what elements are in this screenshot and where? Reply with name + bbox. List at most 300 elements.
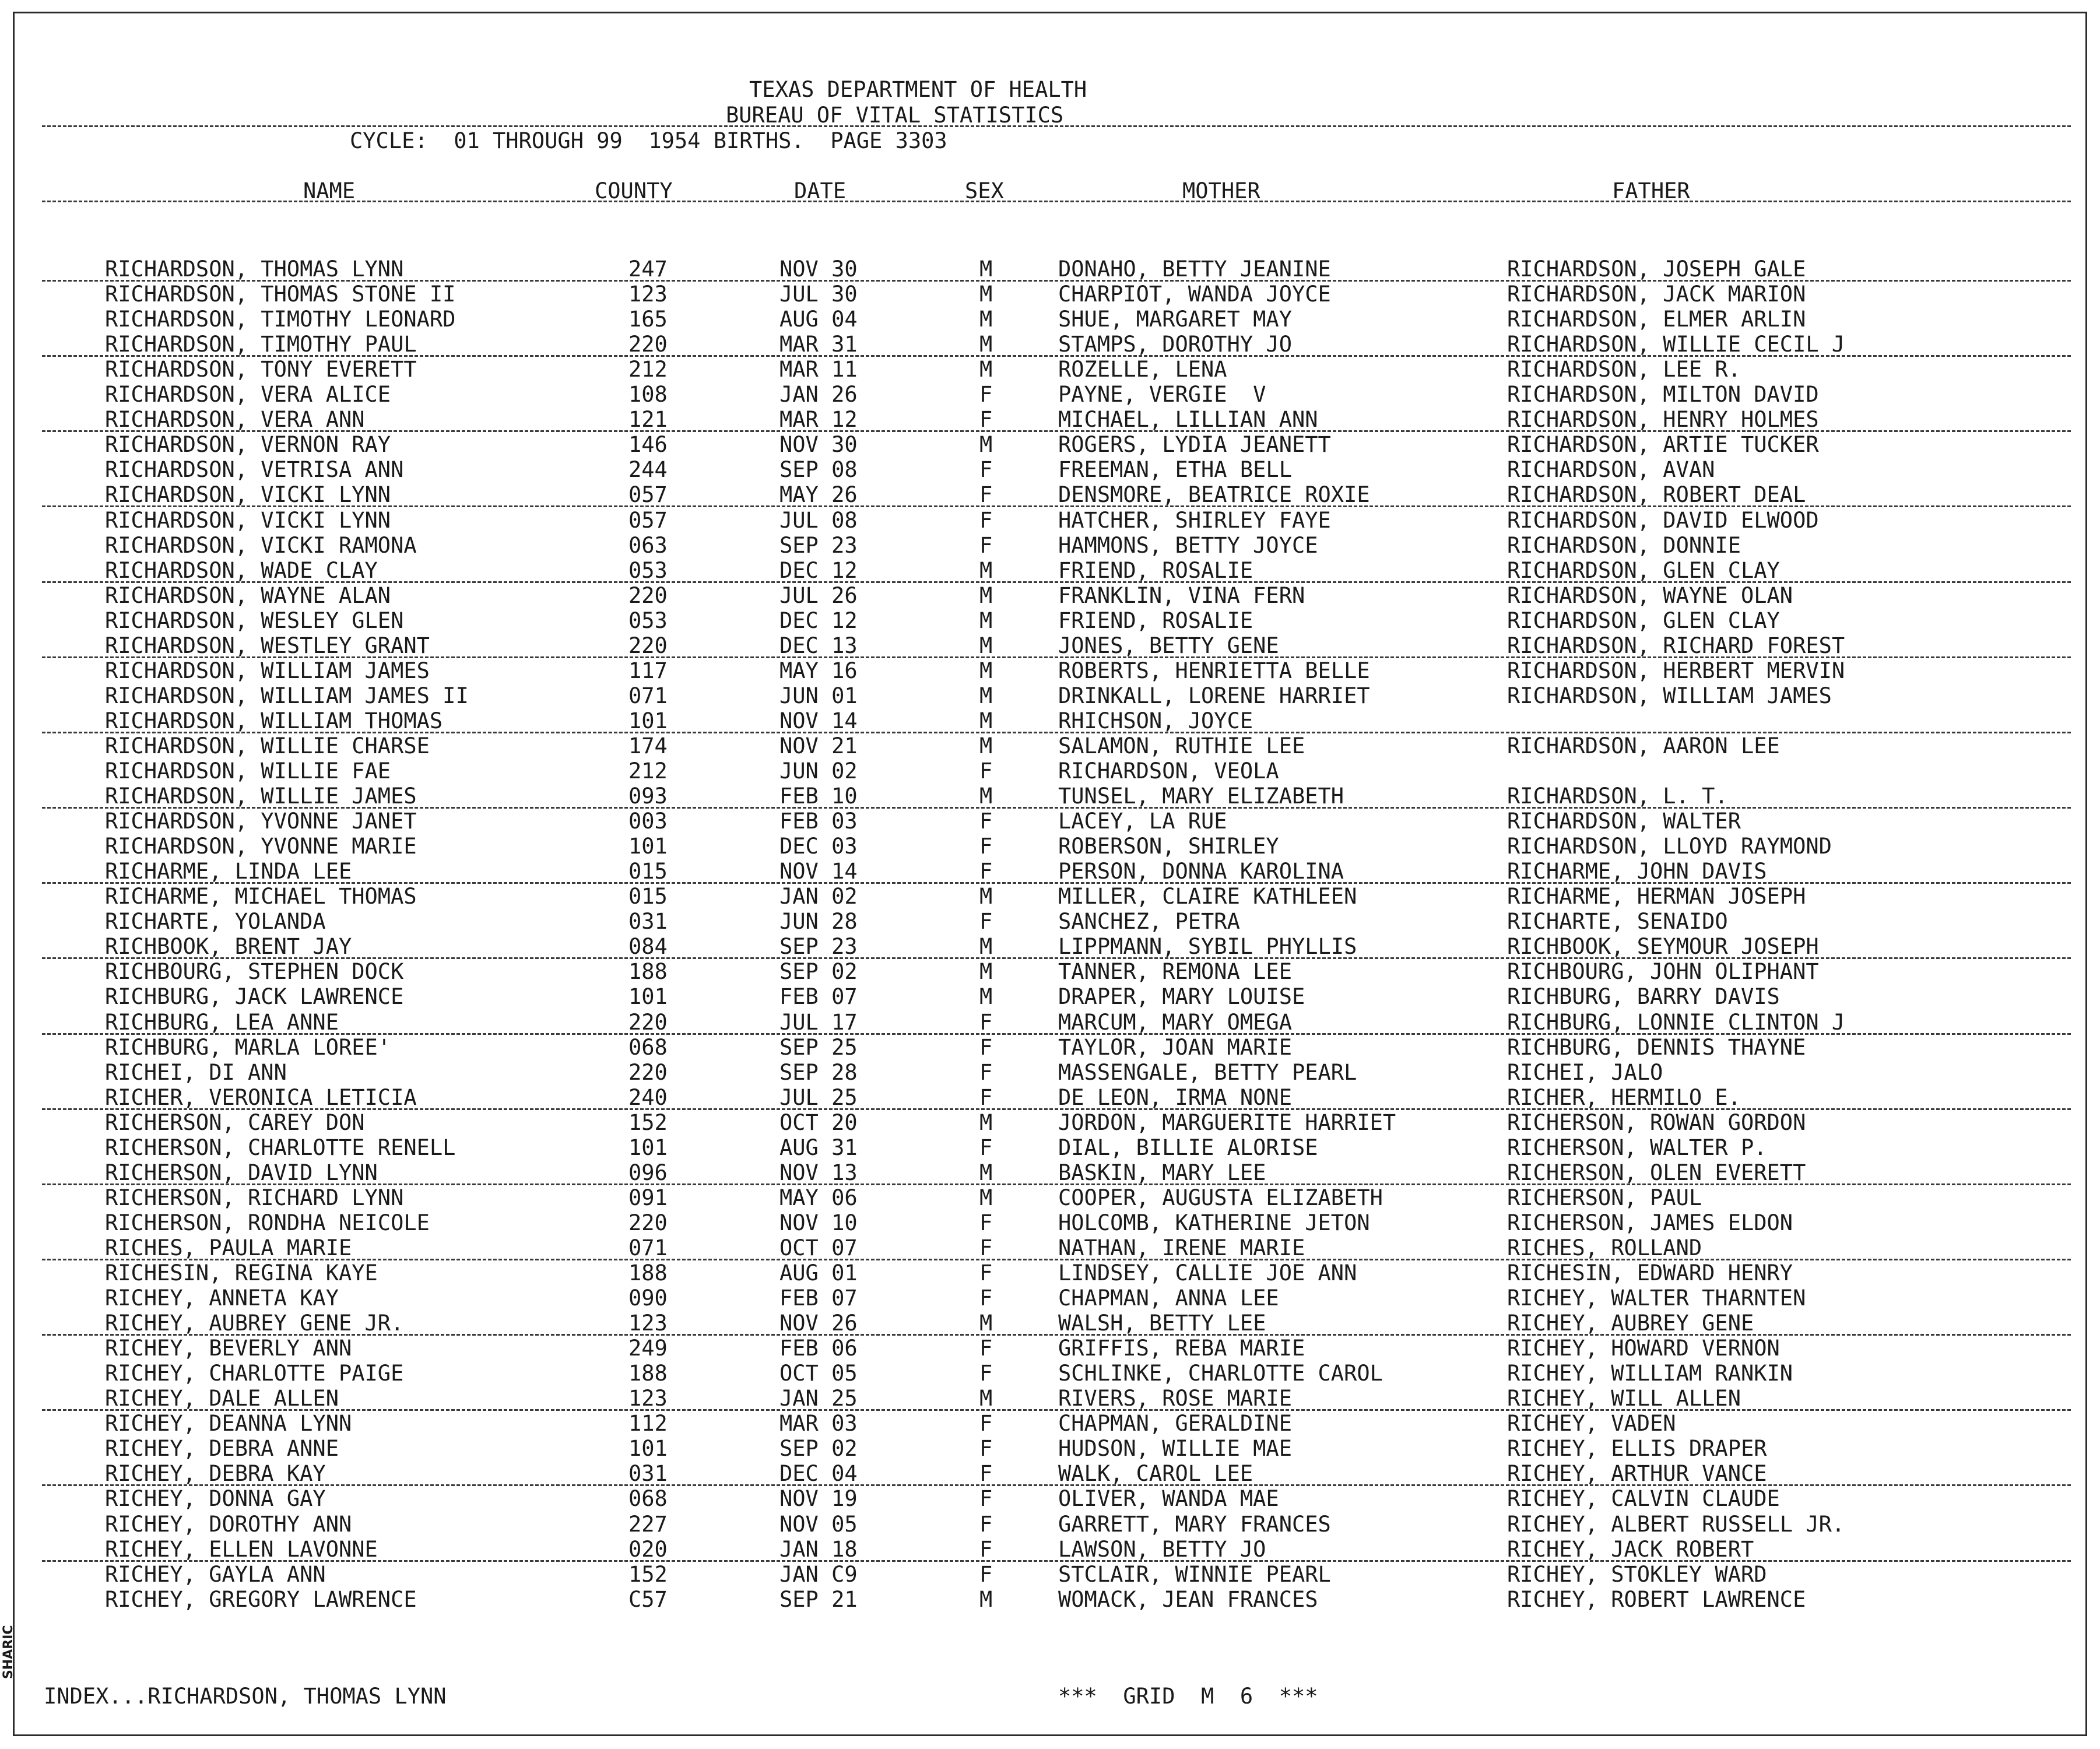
row-mother: TANNER, REMONA LEE: [1058, 959, 1292, 984]
row-mother: BASKIN, MARY LEE: [1058, 1160, 1266, 1185]
row-mother: MICHAEL, LILLIAN ANN: [1058, 407, 1318, 432]
row-mother: ROGERS, LYDIA JEANETT: [1058, 432, 1331, 457]
row-mother: JONES, BETTY GENE: [1058, 633, 1279, 658]
row-sex: F: [979, 407, 993, 432]
row-father: RICHARDSON, ROBERT DEAL: [1507, 482, 1806, 507]
row-date: MAY 06: [779, 1185, 858, 1210]
row-separator: [42, 280, 2071, 282]
row-sex: F: [979, 1411, 993, 1436]
row-sex: M: [979, 558, 993, 583]
row-separator: [42, 882, 2071, 884]
row-separator: [42, 355, 2071, 357]
row-mother: CHAPMAN, GERALDINE: [1058, 1411, 1292, 1436]
row-county: 117: [628, 658, 668, 683]
row-date: NOV 14: [779, 859, 858, 884]
row-date: NOV 05: [779, 1512, 858, 1537]
row-father: RICHARDSON, DAVID ELWOOD: [1507, 508, 1819, 533]
row-mother: NATHAN, IRENE MARIE: [1058, 1235, 1305, 1260]
row-father: RICHERSON, OLEN EVERETT: [1507, 1160, 1806, 1185]
row-mother: CHARPIOT, WANDA JOYCE: [1058, 282, 1331, 307]
row-name: RICHARDSON, WESTLEY GRANT: [105, 633, 430, 658]
row-father: RICHERSON, WALTER P.: [1507, 1135, 1767, 1160]
column-header-name: NAME: [303, 178, 356, 203]
row-name: RICHEY, DEBRA ANNE: [105, 1436, 339, 1461]
row-date: NOV 26: [779, 1311, 858, 1336]
row-date: FEB 03: [779, 809, 858, 834]
row-father: RICHERSON, PAUL: [1507, 1185, 1702, 1210]
row-name: RICHEY, BEVERLY ANN: [105, 1336, 352, 1361]
row-county: 108: [628, 382, 668, 407]
row-county: 220: [628, 1010, 668, 1035]
row-county: 101: [628, 1436, 668, 1461]
row-sex: M: [979, 1185, 993, 1210]
row-father: RICHARTE, SENAIDO: [1507, 909, 1728, 934]
row-date: SEP 02: [779, 959, 858, 984]
row-name: RICHARDSON, TIMOTHY LEONARD: [105, 307, 456, 332]
row-name: RICHBURG, MARLA LOREE': [105, 1035, 391, 1060]
row-county: 020: [628, 1537, 668, 1562]
row-name: RICHEY, ELLEN LAVONNE: [105, 1537, 378, 1562]
row-mother: DRAPER, MARY LOUISE: [1058, 984, 1305, 1009]
row-sex: M: [979, 282, 993, 307]
row-father: RICHARDSON, JACK MARION: [1507, 282, 1806, 307]
row-date: AUG 31: [779, 1135, 858, 1160]
row-sex: F: [979, 809, 993, 834]
row-sex: M: [979, 733, 993, 758]
row-date: SEP 28: [779, 1060, 858, 1085]
row-name: RICHARDSON, VERA ANN: [105, 407, 365, 432]
row-county: 068: [628, 1035, 668, 1060]
row-mother: JORDON, MARGUERITE HARRIET: [1058, 1110, 1396, 1135]
row-date: JUL 25: [779, 1085, 858, 1110]
row-date: JAN 25: [779, 1386, 858, 1411]
column-header-divider: [42, 201, 2071, 202]
row-sex: F: [979, 1486, 993, 1511]
row-father: RICHBURG, LONNIE CLINTON J: [1507, 1010, 1845, 1035]
row-mother: SALAMON, RUTHIE LEE: [1058, 733, 1305, 758]
row-name: RICHERSON, RONDHA NEICOLE: [105, 1210, 430, 1235]
row-separator: [42, 1033, 2071, 1035]
row-father: RICHARDSON, LLOYD RAYMOND: [1507, 834, 1832, 859]
row-name: RICHARDSON, VERA ALICE: [105, 382, 391, 407]
row-date: JUL 30: [779, 282, 858, 307]
row-county: 123: [628, 1311, 668, 1336]
row-sex: F: [979, 758, 993, 784]
footer-grid: *** GRID M 6 ***: [1058, 1684, 1318, 1709]
row-county: 101: [628, 834, 668, 859]
agency-title: TEXAS DEPARTMENT OF HEALTH: [749, 77, 1087, 102]
row-separator: [42, 1108, 2071, 1110]
row-father: RICHEY, JACK ROBERT: [1507, 1537, 1754, 1562]
row-name: RICHARDSON, TIMOTHY PAUL: [105, 332, 417, 357]
row-separator: [42, 1409, 2071, 1411]
row-name: RICHARDSON, TONY EVERETT: [105, 357, 417, 382]
column-header-date: DATE: [794, 178, 847, 203]
row-sex: M: [979, 784, 993, 809]
row-sex: F: [979, 909, 993, 934]
row-date: JUL 08: [779, 508, 858, 533]
row-date: FEB 06: [779, 1336, 858, 1361]
row-sex: F: [979, 482, 993, 507]
row-sex: M: [979, 708, 993, 733]
row-date: JAN 26: [779, 382, 858, 407]
row-county: 090: [628, 1286, 668, 1311]
row-separator: [42, 1259, 2071, 1260]
row-county: 057: [628, 482, 668, 507]
row-county: 031: [628, 909, 668, 934]
row-name: RICHARME, MICHAEL THOMAS: [105, 884, 417, 909]
header-divider-top: [42, 125, 2071, 127]
row-sex: F: [979, 1135, 993, 1160]
row-date: JUL 26: [779, 583, 858, 608]
row-father: RICHEY, ROBERT LAWRENCE: [1507, 1587, 1806, 1612]
row-date: JAN C9: [779, 1562, 858, 1587]
row-father: RICHARDSON, WILLIE CECIL J: [1507, 332, 1845, 357]
row-date: OCT 05: [779, 1361, 858, 1386]
row-date: NOV 19: [779, 1486, 858, 1511]
row-separator: [42, 1560, 2071, 1562]
footer-index: INDEX...RICHARDSON, THOMAS LYNN: [44, 1684, 447, 1709]
row-name: RICHEY, AUBREY GENE JR.: [105, 1311, 404, 1336]
row-mother: DIAL, BILLIE ALORISE: [1058, 1135, 1318, 1160]
row-name: RICHARDSON, WADE CLAY: [105, 558, 378, 583]
row-date: NOV 21: [779, 733, 858, 758]
row-mother: STCLAIR, WINNIE PEARL: [1058, 1562, 1331, 1587]
row-county: 084: [628, 934, 668, 959]
row-mother: LIPPMANN, SYBIL PHYLLIS: [1058, 934, 1357, 959]
row-father: RICHBOOK, SEYMOUR JOSEPH: [1507, 934, 1819, 959]
row-date: MAY 26: [779, 482, 858, 507]
row-mother: GARRETT, MARY FRANCES: [1058, 1512, 1331, 1537]
row-father: RICHEY, ALBERT RUSSELL JR.: [1507, 1512, 1845, 1537]
row-name: RICHEY, DONNA GAY: [105, 1486, 326, 1511]
row-date: MAR 03: [779, 1411, 858, 1436]
row-sex: M: [979, 884, 993, 909]
row-name: RICHARDSON, WILLIE FAE: [105, 758, 391, 784]
row-mother: OLIVER, WANDA MAE: [1058, 1486, 1279, 1511]
row-county: 220: [628, 583, 668, 608]
row-date: NOV 30: [779, 257, 858, 282]
row-father: RICHARDSON, WAYNE OLAN: [1507, 583, 1793, 608]
row-mother: FRIEND, ROSALIE: [1058, 608, 1253, 633]
row-father: RICHARDSON, MILTON DAVID: [1507, 382, 1819, 407]
row-name: RICHERSON, CHARLOTTE RENELL: [105, 1135, 456, 1160]
row-county: 247: [628, 257, 668, 282]
row-mother: SCHLINKE, CHARLOTTE CAROL: [1058, 1361, 1383, 1386]
row-separator: [42, 505, 2071, 507]
row-county: 101: [628, 708, 668, 733]
row-father: RICHARDSON, JOSEPH GALE: [1507, 257, 1806, 282]
row-mother: DONAHO, BETTY JEANINE: [1058, 257, 1331, 282]
row-name: RICHARDSON, VETRISA ANN: [105, 457, 404, 482]
row-sex: F: [979, 834, 993, 859]
row-date: AUG 04: [779, 307, 858, 332]
row-name: RICHARDSON, VICKI RAMONA: [105, 533, 417, 558]
row-father: RICHARDSON, AVAN: [1507, 457, 1715, 482]
row-county: 112: [628, 1411, 668, 1436]
row-sex: M: [979, 332, 993, 357]
row-sex: M: [979, 583, 993, 608]
row-county: 123: [628, 282, 668, 307]
row-mother: DRINKALL, LORENE HARRIET: [1058, 683, 1370, 708]
row-father: RICHBURG, BARRY DAVIS: [1507, 984, 1780, 1009]
row-name: RICHBOURG, STEPHEN DOCK: [105, 959, 404, 984]
row-mother: HATCHER, SHIRLEY FAYE: [1058, 508, 1331, 533]
row-sex: F: [979, 1461, 993, 1486]
row-separator: [42, 581, 2071, 583]
row-mother: ROZELLE, LENA: [1058, 357, 1227, 382]
row-county: 071: [628, 683, 668, 708]
row-name: RICHARDSON, WILLIAM THOMAS: [105, 708, 443, 733]
row-date: DEC 13: [779, 633, 858, 658]
row-mother: LACEY, LA RUE: [1058, 809, 1227, 834]
row-date: JAN 02: [779, 884, 858, 909]
row-sex: M: [979, 1386, 993, 1411]
row-name: RICHEY, DALE ALLEN: [105, 1386, 339, 1411]
row-name: RICHARDSON, YVONNE JANET: [105, 809, 417, 834]
row-name: RICHARDSON, WILLIAM JAMES: [105, 658, 430, 683]
row-father: RICHEY, CALVIN CLAUDE: [1507, 1486, 1780, 1511]
row-date: NOV 13: [779, 1160, 858, 1185]
row-mother: RIVERS, ROSE MARIE: [1058, 1386, 1292, 1411]
row-county: 003: [628, 809, 668, 834]
row-date: NOV 10: [779, 1210, 858, 1235]
row-name: RICHEY, GAYLA ANN: [105, 1562, 326, 1587]
row-county: 165: [628, 307, 668, 332]
row-date: NOV 14: [779, 708, 858, 733]
row-date: SEP 08: [779, 457, 858, 482]
row-mother: GRIFFIS, REBA MARIE: [1058, 1336, 1305, 1361]
row-mother: LAWSON, BETTY JO: [1058, 1537, 1266, 1562]
row-county: 152: [628, 1110, 668, 1135]
row-name: RICHARDSON, WILLIAM JAMES II: [105, 683, 469, 708]
row-father: RICHEY, ELLIS DRAPER: [1507, 1436, 1767, 1461]
row-county: 188: [628, 1361, 668, 1386]
row-mother: HOLCOMB, KATHERINE JETON: [1058, 1210, 1370, 1235]
row-date: SEP 25: [779, 1035, 858, 1060]
row-county: 244: [628, 457, 668, 482]
row-date: JUL 17: [779, 1010, 858, 1035]
side-label: SHARIC: [1, 1625, 16, 1679]
row-sex: M: [979, 1110, 993, 1135]
row-mother: FRANKLIN, VINA FERN: [1058, 583, 1305, 608]
row-county: 249: [628, 1336, 668, 1361]
row-sex: M: [979, 608, 993, 633]
row-sex: F: [979, 1085, 993, 1110]
row-separator: [42, 1183, 2071, 1185]
row-name: RICHARDSON, WILLIE CHARSE: [105, 733, 430, 758]
row-mother: SHUE, MARGARET MAY: [1058, 307, 1292, 332]
row-mother: DENSMORE, BEATRICE ROXIE: [1058, 482, 1370, 507]
row-father: RICHEY, WALTER THARNTEN: [1507, 1286, 1806, 1311]
row-mother: TUNSEL, MARY ELIZABETH: [1058, 784, 1344, 809]
row-county: 188: [628, 1260, 668, 1286]
row-father: RICHARDSON, ELMER ARLIN: [1507, 307, 1806, 332]
row-mother: HUDSON, WILLIE MAE: [1058, 1436, 1292, 1461]
row-mother: PAYNE, VERGIE V: [1058, 382, 1266, 407]
row-name: RICHES, PAULA MARIE: [105, 1235, 352, 1260]
row-sex: F: [979, 859, 993, 884]
row-father: RICHBOURG, JOHN OLIPHANT: [1507, 959, 1819, 984]
column-header-mother: MOTHER: [1182, 178, 1260, 203]
row-father: RICHERSON, JAMES ELDON: [1507, 1210, 1793, 1235]
row-name: RICHEY, DEANNA LYNN: [105, 1411, 352, 1436]
row-father: RICHES, ROLLAND: [1507, 1235, 1702, 1260]
row-mother: COOPER, AUGUSTA ELIZABETH: [1058, 1185, 1383, 1210]
row-father: RICHARDSON, L. T.: [1507, 784, 1728, 809]
row-father: RICHARDSON, GLEN CLAY: [1507, 558, 1780, 583]
row-father: RICHARDSON, RICHARD FOREST: [1507, 633, 1845, 658]
row-date: MAR 31: [779, 332, 858, 357]
row-county: 101: [628, 1135, 668, 1160]
row-father: RICHARDSON, GLEN CLAY: [1507, 608, 1780, 633]
row-name: RICHARDSON, THOMAS STONE II: [105, 282, 456, 307]
row-county: 063: [628, 533, 668, 558]
row-county: 101: [628, 984, 668, 1009]
row-separator: [42, 430, 2071, 432]
row-father: RICHEY, HOWARD VERNON: [1507, 1336, 1780, 1361]
row-sex: F: [979, 1537, 993, 1562]
row-county: 096: [628, 1160, 668, 1185]
row-sex: M: [979, 658, 993, 683]
row-date: JAN 18: [779, 1537, 858, 1562]
row-county: 015: [628, 859, 668, 884]
row-name: RICHBURG, LEA ANNE: [105, 1010, 339, 1035]
row-name: RICHERSON, CAREY DON: [105, 1110, 365, 1135]
row-sex: F: [979, 1060, 993, 1085]
row-sex: F: [979, 1286, 993, 1311]
row-date: MAY 16: [779, 658, 858, 683]
row-mother: PERSON, DONNA KAROLINA: [1058, 859, 1344, 884]
row-sex: F: [979, 1260, 993, 1286]
row-father: RICHEI, JALO: [1507, 1060, 1663, 1085]
row-name: RICHARTE, YOLANDA: [105, 909, 326, 934]
row-separator: [42, 732, 2071, 733]
row-sex: M: [979, 934, 993, 959]
row-father: RICHARDSON, WALTER: [1507, 809, 1741, 834]
row-sex: M: [979, 984, 993, 1009]
row-date: NOV 30: [779, 432, 858, 457]
row-father: RICHEY, ARTHUR VANCE: [1507, 1461, 1767, 1486]
row-date: DEC 04: [779, 1461, 858, 1486]
row-father: RICHARDSON, DONNIE: [1507, 533, 1741, 558]
row-county: 220: [628, 1060, 668, 1085]
row-date: DEC 12: [779, 558, 858, 583]
row-date: OCT 20: [779, 1110, 858, 1135]
row-name: RICHARDSON, VICKI LYNN: [105, 482, 391, 507]
row-sex: M: [979, 1311, 993, 1336]
row-county: 093: [628, 784, 668, 809]
column-header-county: COUNTY: [595, 178, 673, 203]
row-sex: F: [979, 1512, 993, 1537]
row-father: RICHARME, HERMAN JOSEPH: [1507, 884, 1806, 909]
row-date: FEB 10: [779, 784, 858, 809]
row-father: RICHARDSON, ARTIE TUCKER: [1507, 432, 1819, 457]
row-county: 227: [628, 1512, 668, 1537]
row-mother: LINDSEY, CALLIE JOE ANN: [1058, 1260, 1357, 1286]
row-date: SEP 21: [779, 1587, 858, 1612]
row-father: RICHARDSON, HERBERT MERVIN: [1507, 658, 1845, 683]
row-county: 015: [628, 884, 668, 909]
row-separator: [42, 1484, 2071, 1486]
row-name: RICHEY, DOROTHY ANN: [105, 1512, 352, 1537]
row-mother: DE LEON, IRMA NONE: [1058, 1085, 1292, 1110]
row-county: 152: [628, 1562, 668, 1587]
row-name: RICHESIN, REGINA KAYE: [105, 1260, 378, 1286]
row-name: RICHARDSON, VICKI LYNN: [105, 508, 391, 533]
row-name: RICHEY, DEBRA KAY: [105, 1461, 326, 1486]
row-mother: MARCUM, MARY OMEGA: [1058, 1010, 1292, 1035]
row-sex: F: [979, 1436, 993, 1461]
row-county: 091: [628, 1185, 668, 1210]
row-mother: CHAPMAN, ANNA LEE: [1058, 1286, 1279, 1311]
row-date: MAR 12: [779, 407, 858, 432]
row-date: DEC 03: [779, 834, 858, 859]
row-sex: M: [979, 357, 993, 382]
row-mother: WALK, CAROL LEE: [1058, 1461, 1253, 1486]
row-mother: MILLER, CLAIRE KATHLEEN: [1058, 884, 1357, 909]
row-sex: M: [979, 432, 993, 457]
row-mother: RHICHSON, JOYCE: [1058, 708, 1253, 733]
row-mother: ROBERTS, HENRIETTA BELLE: [1058, 658, 1370, 683]
row-county: 057: [628, 508, 668, 533]
row-name: RICHBOOK, BRENT JAY: [105, 934, 352, 959]
row-sex: F: [979, 508, 993, 533]
row-mother: FREEMAN, ETHA BELL: [1058, 457, 1292, 482]
row-father: RICHARDSON, HENRY HOLMES: [1507, 407, 1819, 432]
row-name: RICHEY, ANNETA KAY: [105, 1286, 339, 1311]
row-county: 068: [628, 1486, 668, 1511]
row-date: DEC 12: [779, 608, 858, 633]
row-father: RICHBURG, DENNIS THAYNE: [1507, 1035, 1806, 1060]
row-county: 071: [628, 1235, 668, 1260]
row-separator: [42, 1334, 2071, 1336]
row-date: FEB 07: [779, 1286, 858, 1311]
row-sex: M: [979, 633, 993, 658]
row-mother: FRIEND, ROSALIE: [1058, 558, 1253, 583]
row-mother: ROBERSON, SHIRLEY: [1058, 834, 1279, 859]
row-name: RICHARDSON, YVONNE MARIE: [105, 834, 417, 859]
row-date: SEP 23: [779, 934, 858, 959]
row-father: RICHER, HERMILO E.: [1507, 1085, 1741, 1110]
row-date: OCT 07: [779, 1235, 858, 1260]
row-sex: F: [979, 1562, 993, 1587]
row-date: JUN 01: [779, 683, 858, 708]
row-mother: RICHARDSON, VEOLA: [1058, 758, 1279, 784]
row-sex: F: [979, 533, 993, 558]
row-county: 240: [628, 1085, 668, 1110]
row-father: RICHEY, WILL ALLEN: [1507, 1386, 1741, 1411]
column-header-father: FATHER: [1612, 178, 1690, 203]
row-name: RICHEY, GREGORY LAWRENCE: [105, 1587, 417, 1612]
row-name: RICHARDSON, VERNON RAY: [105, 432, 391, 457]
row-sex: F: [979, 457, 993, 482]
row-county: 053: [628, 608, 668, 633]
row-date: JUN 28: [779, 909, 858, 934]
row-father: RICHEY, WILLIAM RANKIN: [1507, 1361, 1793, 1386]
row-name: RICHARDSON, THOMAS LYNN: [105, 257, 404, 282]
row-mother: SANCHEZ, PETRA: [1058, 909, 1240, 934]
row-name: RICHBURG, JACK LAWRENCE: [105, 984, 404, 1009]
row-separator: [42, 957, 2071, 959]
row-date: SEP 02: [779, 1436, 858, 1461]
row-separator: [42, 656, 2071, 658]
row-name: RICHARDSON, WILLIE JAMES: [105, 784, 417, 809]
row-name: RICHERSON, DAVID LYNN: [105, 1160, 378, 1185]
row-father: RICHARME, JOHN DAVIS: [1507, 859, 1767, 884]
row-mother: WOMACK, JEAN FRANCES: [1058, 1587, 1318, 1612]
row-date: MAR 11: [779, 357, 858, 382]
